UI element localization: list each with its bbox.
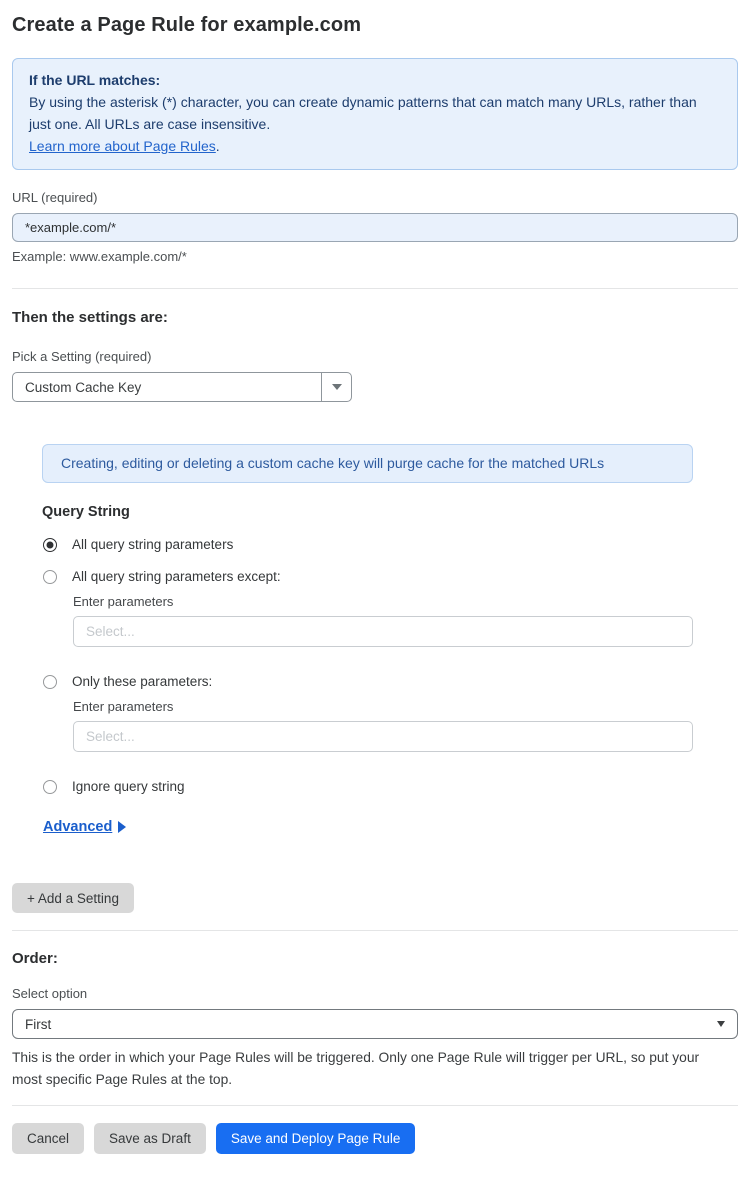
query-string-heading: Query String: [42, 504, 130, 520]
setting-dropdown[interactable]: [12, 372, 352, 402]
url-match-info-box: [12, 58, 738, 170]
radio-option-ignore[interactable]: [42, 779, 738, 794]
cancel-button[interactable]: Cancel: [12, 1123, 84, 1154]
setting-dropdown-value: Custom Cache Key: [25, 379, 142, 395]
spacer: [42, 647, 738, 657]
radio-button-selected[interactable]: [43, 538, 57, 552]
radio-label[interactable]: Ignore query string: [72, 779, 185, 794]
order-dropdown-value: First: [25, 1016, 52, 1032]
save-as-draft-button[interactable]: Save as Draft: [94, 1123, 206, 1154]
radio-button[interactable]: [43, 570, 57, 584]
only-params-field: [73, 699, 738, 752]
radio-button[interactable]: [43, 780, 57, 794]
advanced-link-text: Advanced: [43, 819, 113, 835]
url-example-text: Example: www.example.com/*: [12, 249, 187, 264]
divider: [12, 1105, 738, 1106]
radio-label[interactable]: All query string parameters: [72, 537, 234, 552]
add-setting-button[interactable]: + Add a Setting: [12, 883, 134, 913]
form-actions: [12, 1123, 738, 1154]
spacer: [42, 752, 738, 762]
advanced-link[interactable]: [43, 819, 126, 835]
radio-option-only-these[interactable]: [42, 674, 738, 689]
add-setting-row: [12, 835, 738, 913]
chevron-down-icon: [717, 1021, 725, 1027]
info-box-link-line: [29, 135, 721, 157]
query-string-section: [42, 504, 738, 835]
page-title: Create a Page Rule for example.com: [12, 14, 362, 36]
purge-cache-banner: Creating, editing or deleting a custom cache key will purge cache for the matched URLs: [42, 444, 693, 483]
learn-more-link[interactable]: Learn more about Page Rules: [29, 138, 216, 154]
except-params-field: [73, 594, 738, 647]
divider: [12, 930, 738, 931]
info-box-body: By using the asterisk (*) character, you can create dynamic patterns that can match many URLs, rather than just one. All URLs are case insensitive.: [29, 94, 697, 132]
settings-section-heading: Then the settings are:: [12, 309, 168, 326]
url-input[interactable]: [12, 213, 738, 242]
enter-parameters-label: Enter parameters: [73, 594, 174, 609]
radio-option-all-except[interactable]: [42, 569, 738, 584]
only-parameters-input[interactable]: [73, 721, 693, 752]
order-select-label: Select option: [12, 986, 88, 1001]
divider: [12, 288, 738, 289]
order-help-text: This is the order in which your Page Rules will be triggered. Only one Page Rule will trigger per URL, so put your most specific Page Rules at the top.: [12, 1050, 700, 1087]
radio-button[interactable]: [43, 675, 57, 689]
url-field-label: URL (required): [12, 190, 98, 205]
chevron-down-icon: [332, 384, 342, 390]
pick-setting-label: Pick a Setting (required): [12, 349, 152, 364]
order-dropdown[interactable]: [12, 1009, 738, 1039]
enter-parameters-label: Enter parameters: [73, 699, 174, 714]
link-period: .: [215, 138, 220, 154]
save-and-deploy-button[interactable]: Save and Deploy Page Rule: [216, 1123, 416, 1154]
order-heading: Order:: [12, 950, 58, 967]
radio-option-all-params[interactable]: [42, 537, 738, 552]
radio-label[interactable]: All query string parameters except:: [72, 569, 281, 584]
except-parameters-input[interactable]: [73, 616, 693, 647]
chevron-right-icon: [118, 821, 126, 833]
radio-label[interactable]: Only these parameters:: [72, 674, 213, 689]
setting-dropdown-arrow-box[interactable]: [321, 373, 351, 401]
info-box-heading: If the URL matches:: [29, 72, 161, 88]
